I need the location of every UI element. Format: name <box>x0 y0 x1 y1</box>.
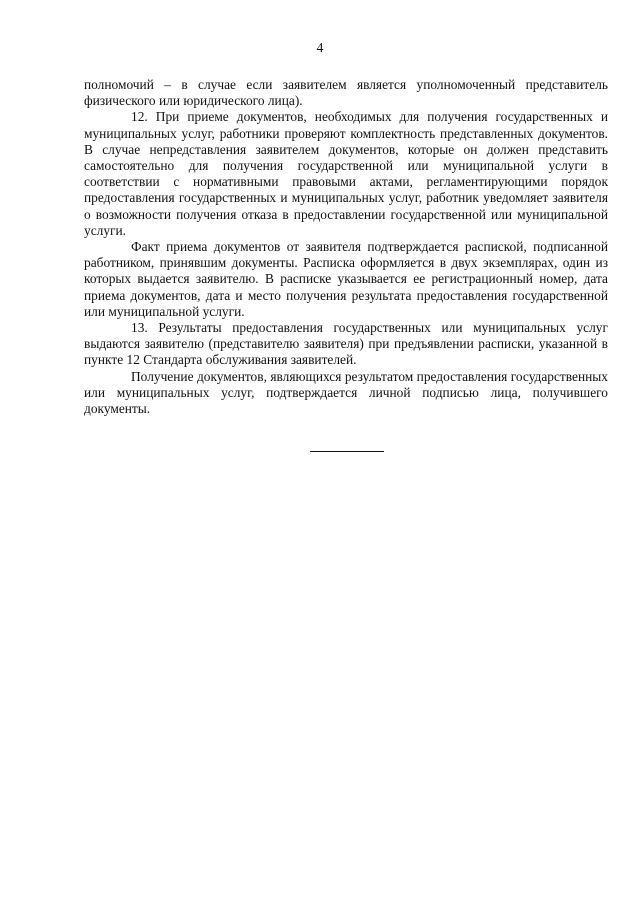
document-body <box>84 77 608 417</box>
paragraph-receipt-fact: Факт приема документов от заявителя подтверждается распиской, подписанной работником, принявшим документы. Расписка оформляется в двух экземплярах, один из которых выдается заявителю. В расписке указывается ее регистрационный номер, дата приема документов, дата и место получения результата предоставления государственной или муниципальной услуги. <box>84 239 608 319</box>
paragraph-receipt-confirmation: Получение документов, являющихся результатом предоставления государственных или муниципальных услуг, подтверждается личной подписью лица, получившего документы. <box>84 368 608 417</box>
paragraph-item-12: 12. При приеме документов, необходимых для получения государственных и муниципальных услуг, работники проверяют комплектность представленных документов. В случае непредставления заявителем документов, которые он должен представить самостоятельно для получения государственной или муниципальной услуги в соответствии с нормативными правовыми актами, регламентирующими порядок предоставления государственных и муниципальных услуг, работник уведомляет заявителя о возможности получения отказа в предоставлении государственной или муниципальной услуги. <box>84 109 608 238</box>
end-of-text-divider <box>310 451 384 452</box>
paragraph-continuation: полномочий – в случае если заявителем является уполномоченный представитель физического или юридического лица). <box>84 77 608 109</box>
paragraph-item-13: 13. Результаты предоставления государственных или муниципальных услуг выдаются заявителю (представителю заявителя) при предъявлении расписки, указанной в пункте 12 Стандарта обслуживания заявителей. <box>84 320 608 368</box>
page-number: 4 <box>316 40 324 55</box>
